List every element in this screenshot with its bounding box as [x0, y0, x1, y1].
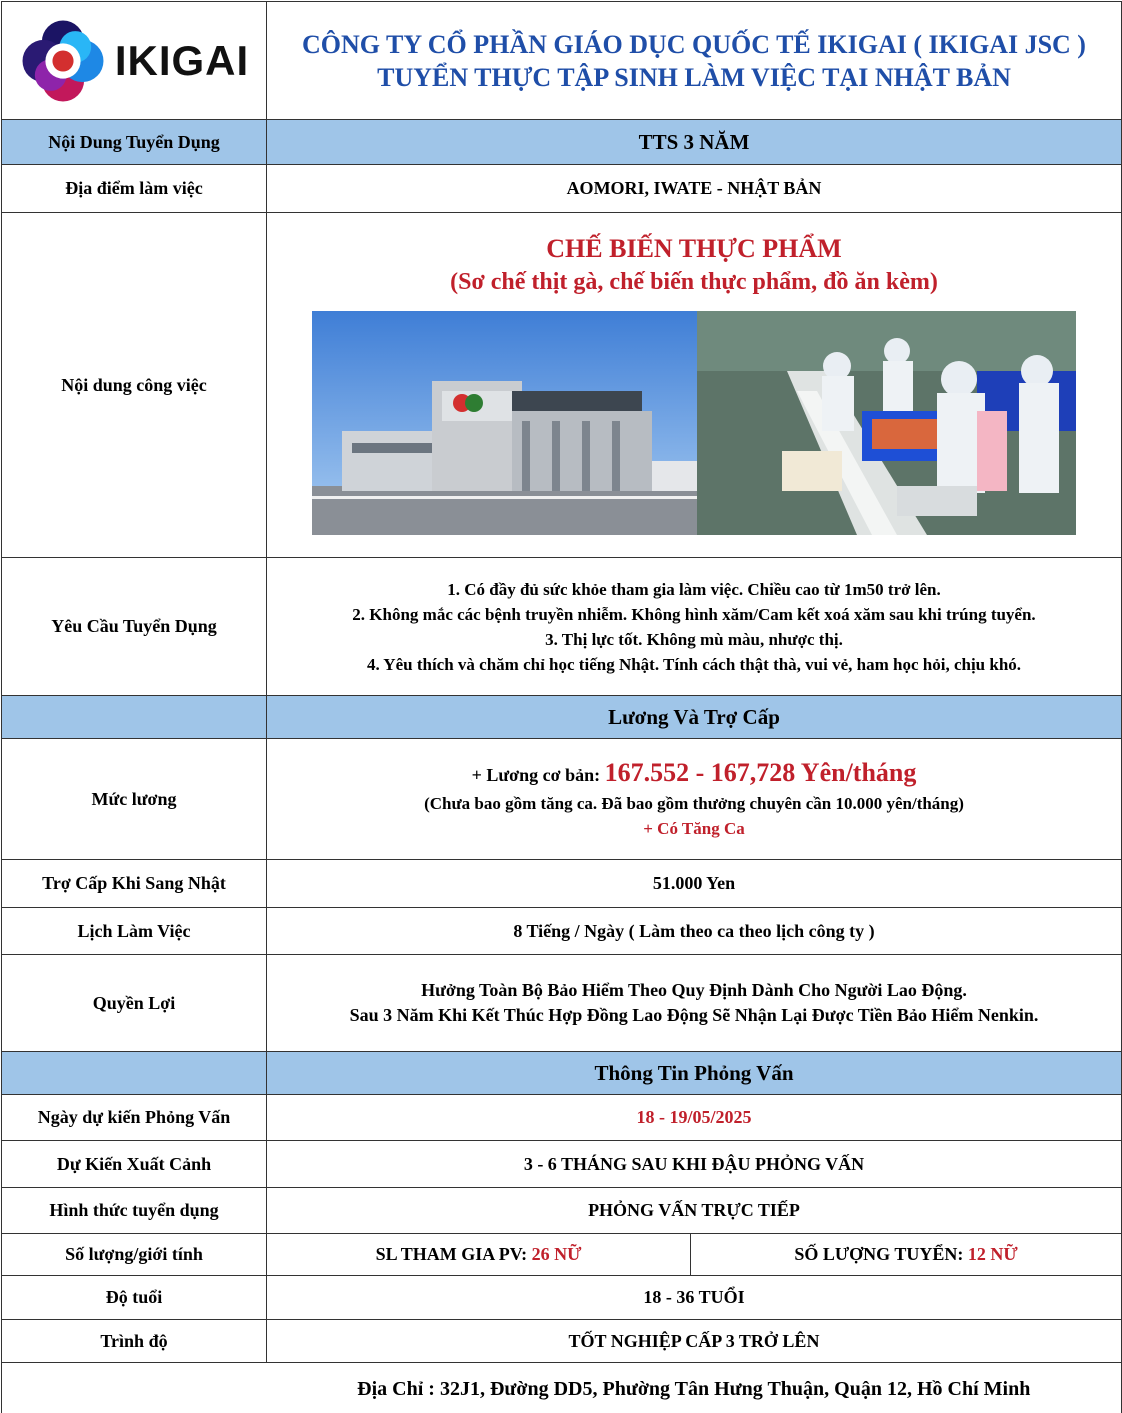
education-row: [2, 1320, 1122, 1363]
overtime-note: + Có Tăng Ca: [643, 819, 745, 838]
benefits-label: Quyền Lợi: [2, 955, 267, 1052]
benefits-row: [2, 955, 1122, 1052]
salary-amount: 167.552 - 167,728 Yên/tháng: [604, 758, 917, 787]
method-label: Hình thức tuyển dụng: [2, 1188, 267, 1234]
allowance-row: [2, 860, 1122, 908]
interview-date-label: Ngày dự kiến Phỏng Vấn: [2, 1095, 267, 1141]
salary-section-row: [2, 696, 1122, 739]
interview-date-value: 18 - 19/05/2025: [267, 1095, 1122, 1141]
job-title: CHẾ BIẾN THỰC PHẨM: [546, 234, 842, 263]
header-row: [2, 2, 1122, 120]
salary-label: Mức lương: [2, 739, 267, 860]
participants-label: SL THAM GIA PV:: [375, 1244, 528, 1264]
method-row: [2, 1188, 1122, 1234]
requirements-cell: [267, 558, 1122, 696]
address-blank: [2, 1363, 267, 1413]
recruitment-label: Nội Dung Tuyển Dụng: [2, 120, 267, 165]
departure-label: Dự Kiến Xuất Cảnh: [2, 1141, 267, 1188]
job-photos: [267, 311, 1121, 535]
requirements-row: [2, 558, 1122, 696]
requirement-item: 3. Thị lực tốt. Không mù màu, nhược thị.: [545, 629, 843, 649]
salary-prefix: + Lương cơ bản:: [471, 765, 601, 785]
location-row: [2, 165, 1122, 213]
participants-cell: [267, 1234, 691, 1276]
departure-value: 3 - 6 THÁNG SAU KHI ĐẬU PHỎNG VẤN: [267, 1141, 1122, 1188]
benefit-line-1: Hưởng Toàn Bộ Bảo Hiểm Theo Quy Định Dành Cho Người Lao Động.: [421, 980, 967, 1000]
address-row: [2, 1363, 1122, 1413]
job-cell: [267, 213, 1122, 558]
job-subtitle: (Sơ chế thịt gà, chế biến thực phẩm, đồ ăn kèm): [450, 269, 938, 295]
recruitment-value: TTS 3 NĂM: [267, 120, 1122, 165]
schedule-row: [2, 908, 1122, 955]
salary-section-heading: Lương Và Trợ Cấp: [267, 696, 1122, 739]
quantity-label: Số lượng/giới tính: [2, 1234, 267, 1276]
method-value: PHỎNG VẤN TRỰC TIẾP: [267, 1188, 1122, 1234]
interview-section-blank: [2, 1052, 267, 1095]
recruitment-table: [1, 1, 1122, 1413]
schedule-value: 8 Tiếng / Ngày ( Làm theo ca theo lịch công ty ): [267, 908, 1122, 955]
interview-date-row: [2, 1095, 1122, 1141]
departure-row: [2, 1141, 1122, 1188]
schedule-label: Lịch Làm Việc: [2, 908, 267, 955]
quantity-row: [2, 1234, 1122, 1276]
salary-section-blank: [2, 696, 267, 739]
factory-building-photo: [312, 311, 697, 535]
benefits-cell: [267, 955, 1122, 1052]
salary-row: [2, 739, 1122, 860]
logo-cell: [2, 2, 267, 120]
company-name: CÔNG TY CỔ PHẦN GIÁO DỤC QUỐC TẾ IKIGAI ( IKIGAI JSC ): [302, 29, 1086, 59]
job-row: [2, 213, 1122, 558]
participants-value: 26 NỮ: [531, 1244, 582, 1264]
salary-note: (Chưa bao gồm tăng ca. Đã bao gồm thưởng chuyên cần 10.000 yên/tháng): [424, 794, 964, 813]
age-value: 18 - 36 TUỔI: [267, 1276, 1122, 1320]
requirement-item: 4. Yêu thích và chăm chỉ học tiếng Nhật. Tính cách thật thà, vui vẻ, ham học hỏi, chịu khó.: [366, 654, 1022, 674]
logo-text: IKIGAI: [114, 36, 250, 84]
benefit-line-2: Sau 3 Năm Khi Kết Thúc Hợp Đồng Lao Động Sẽ Nhận Lại Được Tiền Bảo Hiểm Nenkin.: [349, 1005, 1039, 1025]
hires-value: 12 NỮ: [967, 1244, 1018, 1264]
hires-label: SỐ LƯỢNG TUYỂN:: [794, 1244, 964, 1264]
interview-section-row: [2, 1052, 1122, 1095]
location-value: AOMORI, IWATE - NHẬT BẢN: [267, 165, 1122, 213]
allowance-value: 51.000 Yen: [267, 860, 1122, 908]
education-value: TỐT NGHIỆP CẤP 3 TRỞ LÊN: [267, 1320, 1122, 1363]
requirements-label: Yêu Cầu Tuyển Dụng: [2, 558, 267, 696]
age-row: [2, 1276, 1122, 1320]
requirement-item: 1. Có đầy đủ sức khỏe tham gia làm việc. Chiều cao từ 1m50 trở lên.: [447, 579, 941, 599]
salary-cell: [267, 739, 1122, 860]
recruitment-type-row: [2, 120, 1122, 165]
address-value: Địa Chỉ : 32J1, Đường DD5, Phường Tân Hưng Thuận, Quận 12, Hồ Chí Minh: [267, 1363, 1122, 1413]
location-label: Địa điểm làm việc: [2, 165, 267, 213]
header-title-cell: [267, 2, 1122, 120]
food-processing-photo: [697, 311, 1076, 535]
recruit-headline: TUYỂN THỰC TẬP SINH LÀM VIỆC TẠI NHẬT BẢN: [377, 62, 1011, 92]
interview-section-heading: Thông Tin Phỏng Vấn: [267, 1052, 1122, 1095]
hires-cell: [691, 1234, 1122, 1276]
ikigai-logo-icon: [19, 17, 107, 105]
job-label: Nội dung công việc: [2, 213, 267, 558]
education-label: Trình độ: [2, 1320, 267, 1363]
age-label: Độ tuổi: [2, 1276, 267, 1320]
requirement-item: 2. Không mắc các bệnh truyền nhiễm. Không hình xăm/Cam kết xoá xăm sau khi trúng tuyển.: [352, 604, 1036, 624]
allowance-label: Trợ Cấp Khi Sang Nhật: [2, 860, 267, 908]
